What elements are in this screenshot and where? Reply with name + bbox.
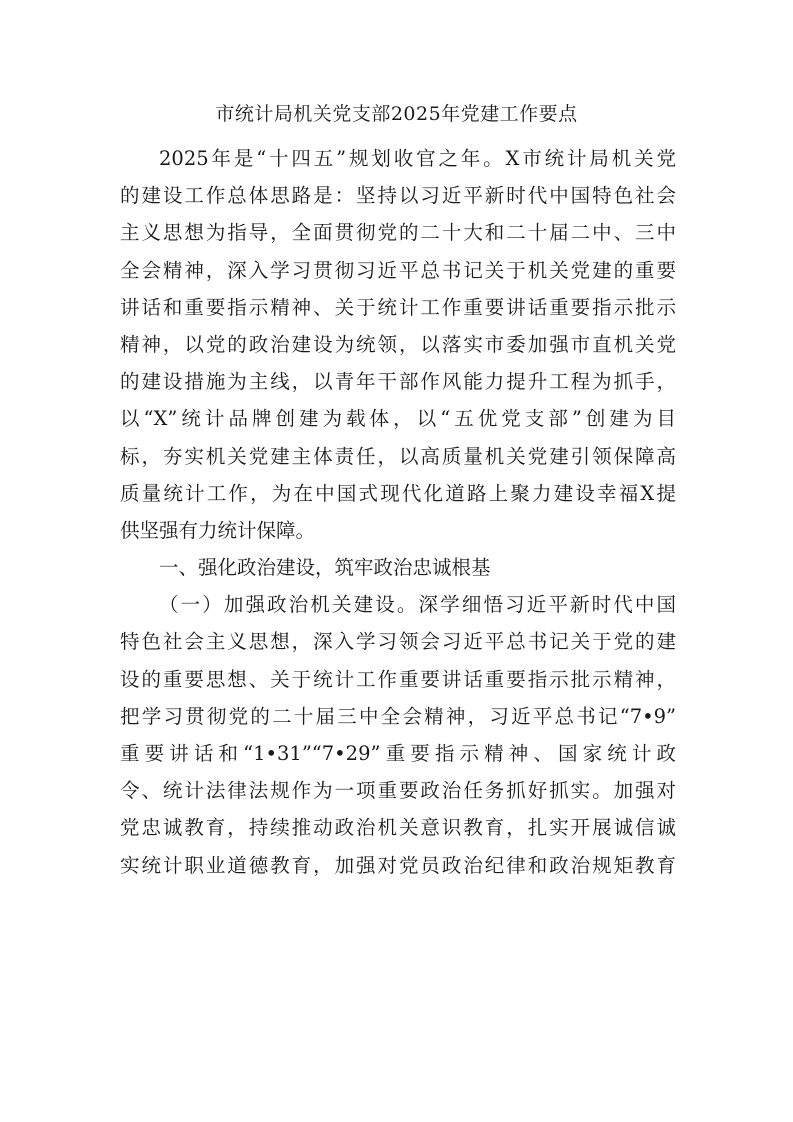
text-line: 标，夯实机关党建主体责任，以高质量机关党建引领保障高 (120, 444, 676, 468)
text-line: 实统计职业道德教育，加强对党员政治纪律和政治规矩教育 (120, 853, 676, 877)
document-title: 市统计局机关党支部2025年党建工作要点 (215, 103, 578, 125)
text-line: 质量统计工作，为在中国式现代化道路上聚力建设幸福X提 (120, 481, 676, 505)
text-line: 主义思想为指导，全面贯彻党的二十大和二十届二中、三中 (120, 221, 676, 245)
text-line: 全会精神，深入学习贯彻习近平总书记关于机关党建的重要 (120, 258, 676, 282)
document-body (120, 140, 676, 884)
text-line: 2025年是“十四五”规划收官之年。X市统计局机关党 (159, 147, 676, 170)
text-line: 特色社会主义思想，深入学习领会习近平总书记关于党的建 (120, 630, 676, 654)
text-line: 精神，以党的政治建设为统领，以落实市委加强市直机关党 (120, 332, 676, 356)
text-line: 讲话和重要指示精神、关于统计工作重要讲话重要指示批示 (120, 295, 676, 319)
text-line: 一、强化政治建设，筑牢政治忠诚根基 (159, 556, 491, 580)
text-line: 设的重要思想、关于统计工作重要讲话重要指示批示精神， (120, 667, 676, 691)
text-line: 以“X”统计品牌创建为载体，以“五优党支部”创建为目 (120, 407, 676, 431)
text-line: 供坚强有力统计保障。 (120, 518, 316, 542)
text-line: 把学习贯彻党的二十届三中全会精神，习近平总书记“7•9” (120, 704, 676, 728)
text-line: （一）加强政治机关建设。深学细悟习近平新时代中国 (159, 593, 676, 617)
text-line: 令、统计法律法规作为一项重要政治任务抓好抓实。加强对 (120, 779, 676, 803)
text-line: 重要讲话和“1•31”“7•29”重要指示精神、国家统计政 (120, 742, 676, 765)
text-line: 的建设工作总体思路是：坚持以习近平新时代中国特色社会 (120, 184, 676, 208)
text-line: 党忠诚教育，持续推动政治机关意识教育，扎实开展诚信诚 (120, 816, 676, 840)
text-line: 的建设措施为主线，以青年干部作风能力提升工程为抓手， (120, 370, 676, 394)
